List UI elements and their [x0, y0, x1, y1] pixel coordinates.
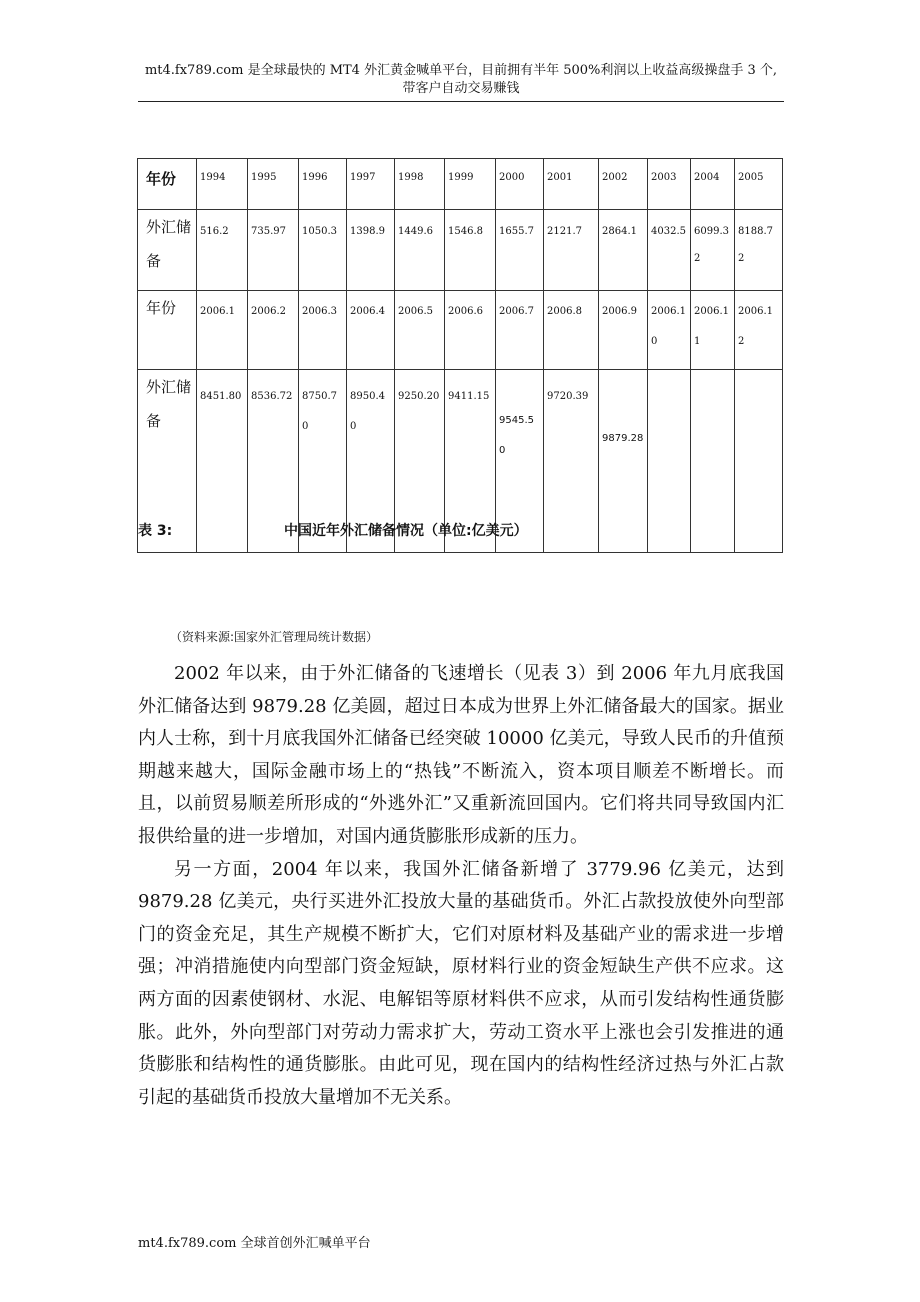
table-cell: 1398.9	[347, 210, 395, 291]
table-cell: 516.2	[197, 210, 248, 291]
table-cell: 2006.5	[395, 291, 445, 370]
table-cell: 1995	[248, 159, 299, 210]
caption-label: 表 3:	[138, 523, 173, 539]
table-cell: 2006.6	[445, 291, 496, 370]
table-cell: 1449.6	[395, 210, 445, 291]
caption-title: 中国近年外汇储备情况（单位:亿美元）	[284, 523, 528, 539]
header-line-2: 带客户自动交易赚钱	[402, 81, 520, 96]
row-label: 外汇储备	[138, 210, 197, 291]
table-cell: 2006.7	[496, 291, 544, 370]
table-cell: 9720.39	[544, 370, 599, 553]
table-cell: 2006.1	[197, 291, 248, 370]
table-cell: 8536.72	[248, 370, 299, 553]
table-cell: 2001	[544, 159, 599, 210]
table-row-reserves-1	[138, 210, 783, 291]
table-cell: 1050.3	[299, 210, 347, 291]
page-footer: mt4.fx789.com 全球首创外汇喊单平台	[138, 1236, 371, 1251]
table-cell: 2006.12	[735, 291, 783, 370]
row-label: 年份	[138, 159, 197, 210]
table-cell: 2006.10	[648, 291, 691, 370]
table-row-years-2	[138, 291, 783, 370]
table-cell: 2864.1	[599, 210, 648, 291]
table-cell: 2002	[599, 159, 648, 210]
table-cell: 1998	[395, 159, 445, 210]
table-cell: 2006.3	[299, 291, 347, 370]
row-label: 外汇储备	[138, 370, 197, 553]
table-cell: 8750.70	[299, 370, 347, 553]
table-cell: 2003	[648, 159, 691, 210]
table-cell: 1996	[299, 159, 347, 210]
table-row-years-1	[138, 159, 783, 210]
table-caption	[138, 520, 784, 540]
table-cell: 8188.72	[735, 210, 783, 291]
header-line-1: mt4.fx789.com 是全球最快的 MT4 外汇黄金喊单平台，目前拥有半年 500%利润以上收益高级操盘手 3 个,	[144, 63, 778, 78]
table-cell: 2121.7	[544, 210, 599, 291]
table-cell: 4032.5	[648, 210, 691, 291]
paragraph: 另一方面，2004 年以来，我国外汇储备新增了 3779.96 亿美元，达到 9879.28 亿美元，央行买进外汇投放大量的基础货币。外汇占款投放使外向型部门的资金充足，其生产规模不断扩大，它们对原材料及基础产业的需求进一步增强；冲消措施使内向型部门资金短缺，原材料行业的资金短缺生产供不应求。这两方面的因素使钢材、水泥、电解铝等原材料供不应求，从而引发结构性通货膨胀。此外，外向型部门对劳动力需求扩大，劳动工资水平上涨也会引发推进的通货膨胀和结构性的通货膨胀。由此可见，现在国内的结构性经济过热与外汇占款引起的基础货币投放大量增加不无关系。	[138, 858, 784, 1108]
table-cell: 9545.50	[496, 370, 544, 553]
data-source-note: （资料来源:国家外汇管理局统计数据）	[170, 630, 379, 644]
table-cell: 2006.8	[544, 291, 599, 370]
table-cell: 8950.40	[347, 370, 395, 553]
table-cell: 9411.15	[445, 370, 496, 553]
table-cell: 2000	[496, 159, 544, 210]
table-cell: 1999	[445, 159, 496, 210]
table-cell: 8451.80	[197, 370, 248, 553]
paragraph: 2002 年以来，由于外汇储备的飞速增长（见表 3）到 2006 年九月底我国外汇储备达到 9879.28 亿美圆，超过日本成为世界上外汇储备最大的国家。据业内人士称，到十月底我国外汇储备已经突破 10000 亿美元，导致人民币的升值预期越来越大，国际金融市场上的“热钱”不断流入，资本项目顺差不断增长。而且，以前贸易顺差所形成的“外逃外汇”又重新流回国内。它们将共同导致国内汇报供给量的进一步增加，对国内通货膨胀形成新的压力。	[138, 663, 784, 847]
table-cell: 9879.28	[599, 370, 648, 553]
table-cell: 9250.20	[395, 370, 445, 553]
table-cell: 1546.8	[445, 210, 496, 291]
table-cell: 2004	[691, 159, 735, 210]
page-header	[138, 62, 784, 102]
table-cell: 2006.4	[347, 291, 395, 370]
table-cell: 6099.32	[691, 210, 735, 291]
table-cell: 2006.9	[599, 291, 648, 370]
row-label: 年份	[138, 291, 197, 370]
table-cell: 1994	[197, 159, 248, 210]
table-cell: 2006.2	[248, 291, 299, 370]
table-cell: 2005	[735, 159, 783, 210]
body-text	[138, 658, 784, 1114]
forex-reserve-table	[137, 158, 783, 553]
table-cell: 735.97	[248, 210, 299, 291]
table-cell: 1655.7	[496, 210, 544, 291]
table-cell: 2006.11	[691, 291, 735, 370]
table-cell: 1997	[347, 159, 395, 210]
